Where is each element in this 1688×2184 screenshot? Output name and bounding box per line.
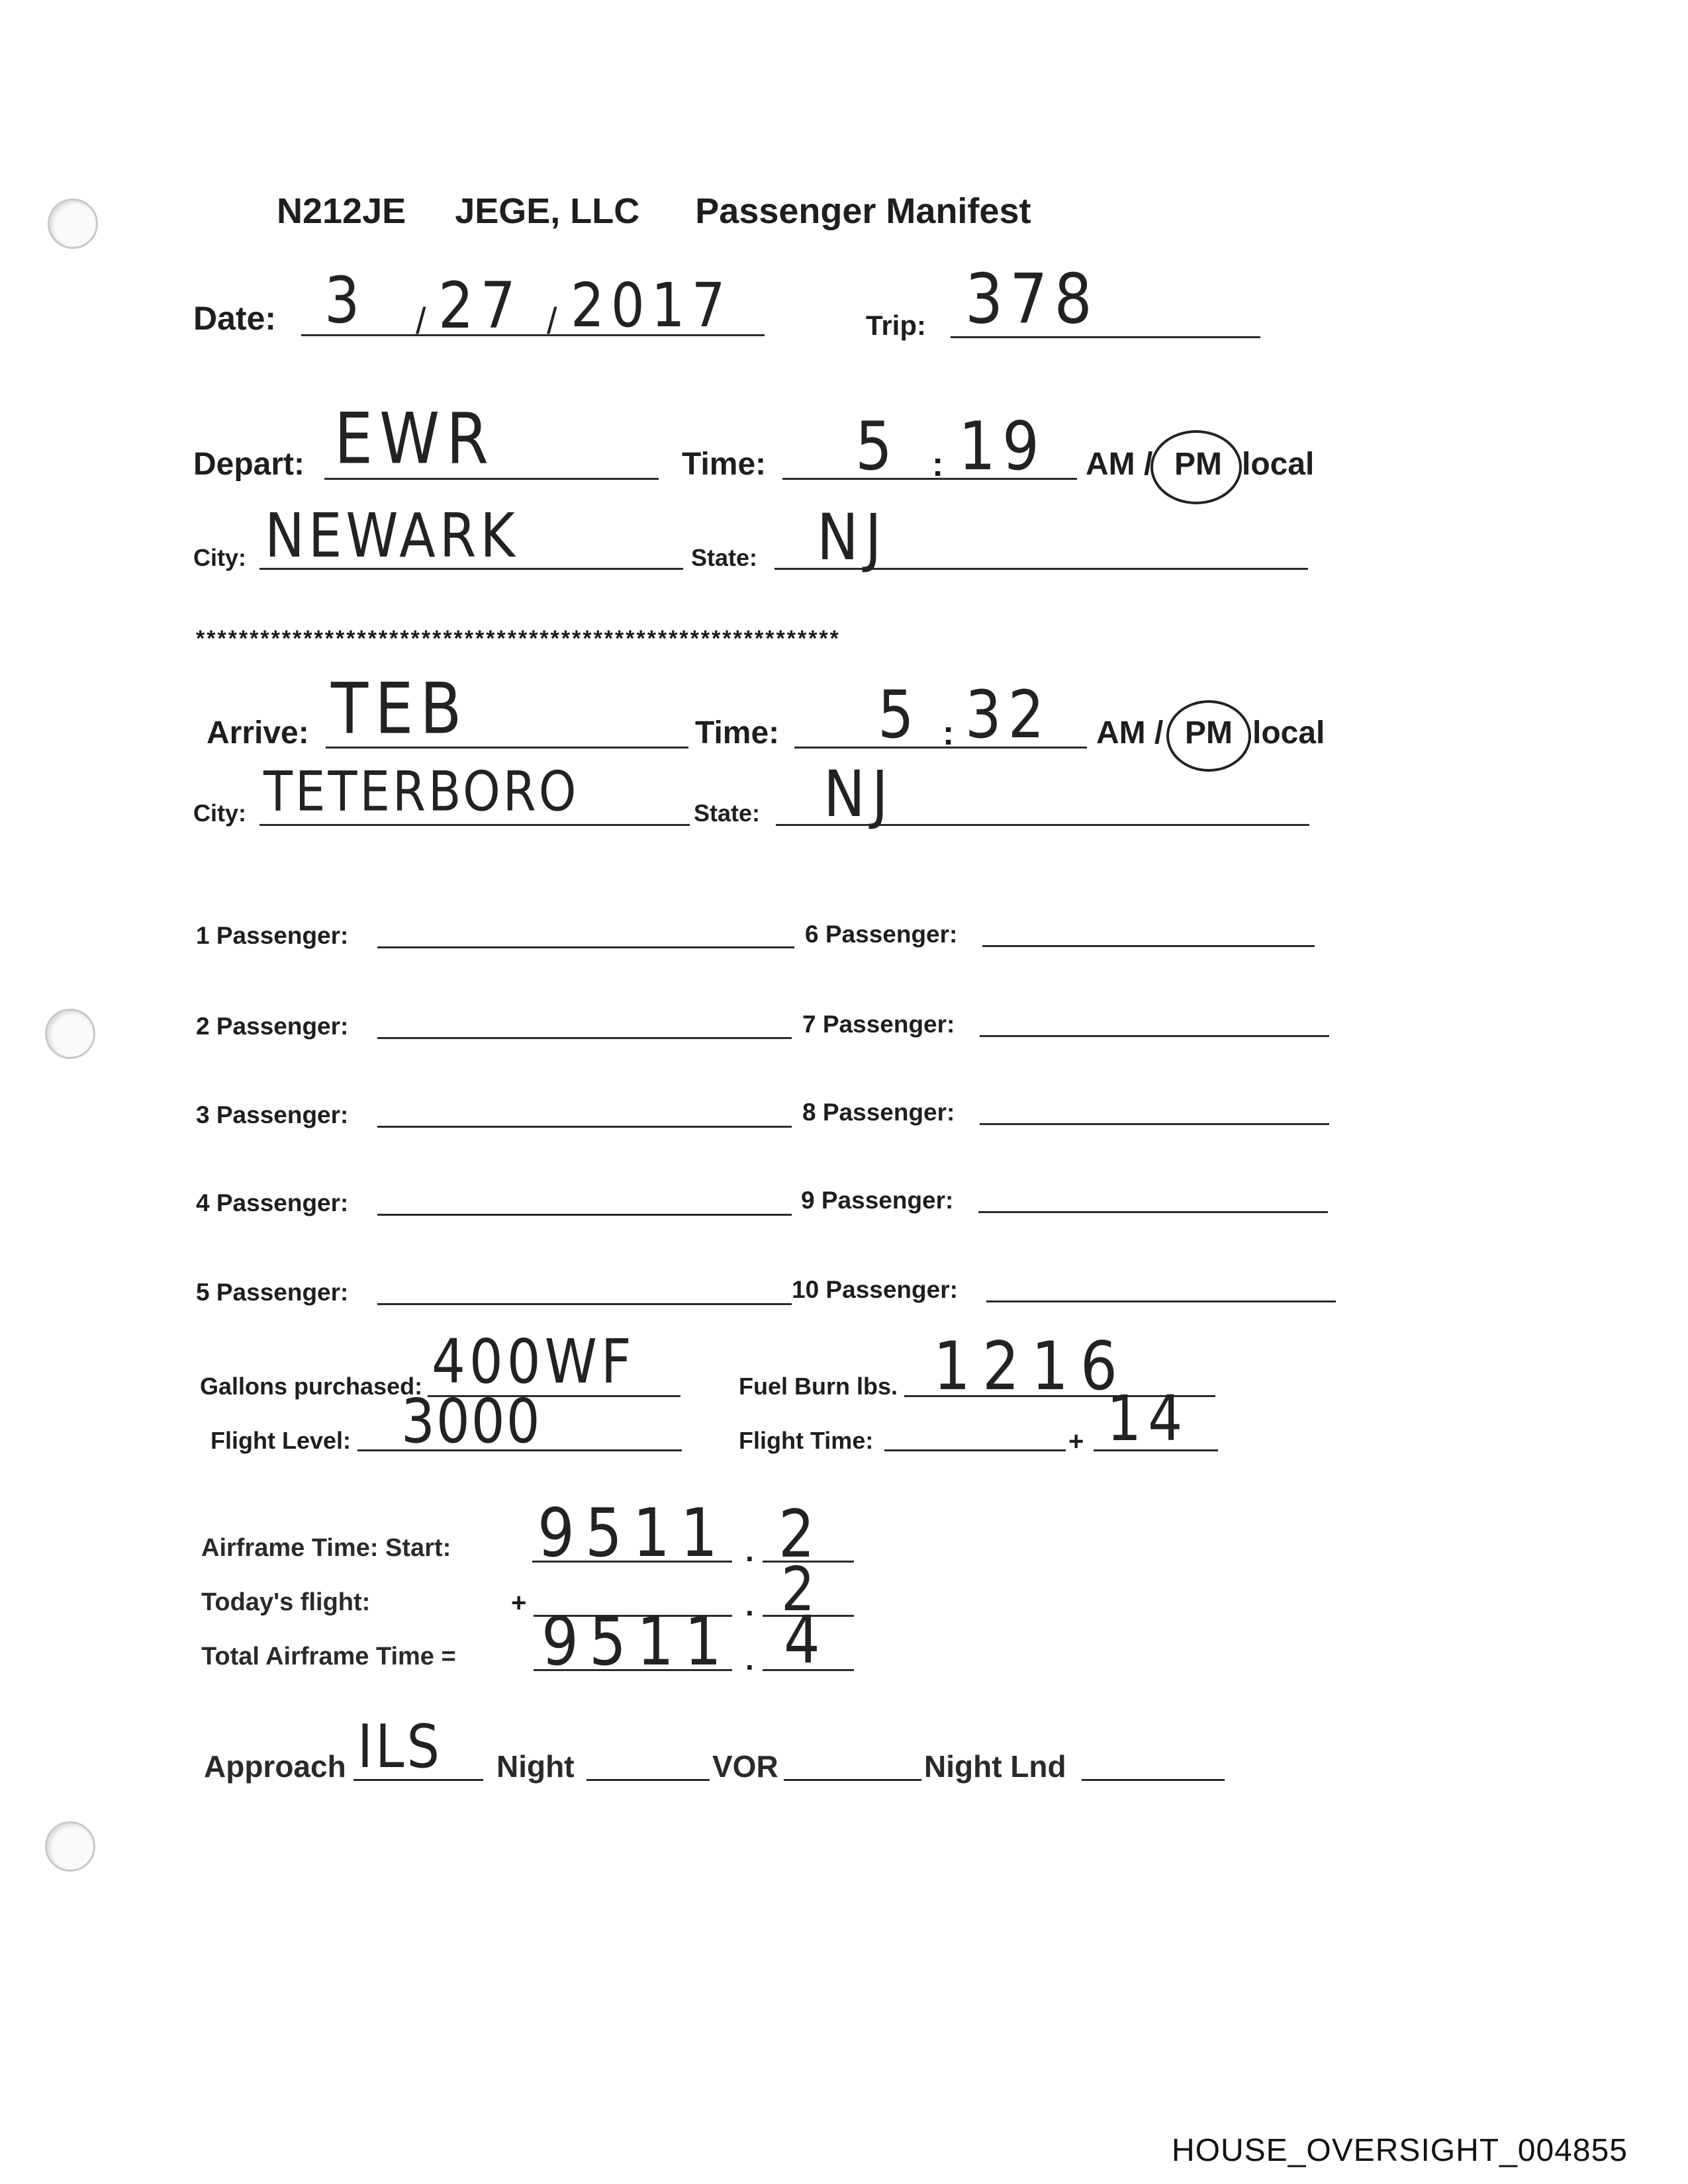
arrive-time-label: Time: (695, 715, 780, 751)
airframe-start-tenth-value: 2 (778, 1496, 821, 1572)
binder-hole-middle (45, 1009, 95, 1059)
airframe-start-whole-value: 9511 (538, 1493, 728, 1572)
arrive-value: TEB (331, 668, 469, 750)
flight-level-value: 3000 (401, 1386, 541, 1457)
passenger-line[interactable] (978, 1211, 1328, 1213)
arrive-pm-label: PM (1185, 715, 1233, 751)
depart-local-label: local (1242, 447, 1315, 482)
night-lnd-label: Night Lnd (924, 1749, 1066, 1784)
date-year-value: 2017 (571, 270, 732, 341)
depart-minute-value: 19 (959, 406, 1046, 485)
approach-value: ILS (357, 1713, 442, 1782)
tail-number: N212JE (277, 191, 406, 231)
depart-pm-label: PM (1174, 447, 1222, 482)
date-label: Date: (193, 300, 277, 337)
arrive-local-label: local (1252, 715, 1325, 751)
date-slash-1: / (416, 300, 426, 341)
todays-flight-label: Today's flight: (201, 1588, 371, 1616)
todays-flight-plus: + (511, 1588, 527, 1617)
depart-city-value: NEWARK (265, 500, 519, 571)
date-slash-2: / (547, 300, 557, 341)
passenger-label: 10 Passenger: (792, 1276, 958, 1303)
depart-hour-value: 5 (855, 406, 899, 485)
passenger-label: 3 Passenger: (196, 1101, 349, 1128)
passenger-line[interactable] (377, 1303, 792, 1305)
passenger-label: 8 Passenger: (802, 1099, 955, 1126)
depart-time-label: Time: (682, 447, 767, 482)
depart-city-label: City: (193, 544, 246, 571)
passenger-line[interactable] (377, 946, 794, 948)
gallons-value: 400WF (432, 1326, 635, 1397)
company-name: JEGE, LLC (455, 191, 640, 231)
form-header (277, 191, 1031, 232)
arrive-label: Arrive: (207, 715, 309, 751)
binder-hole-bottom (45, 1821, 95, 1872)
passenger-line[interactable] (377, 1126, 792, 1128)
passenger-label: 7 Passenger: (802, 1011, 955, 1038)
flight-level-label: Flight Level: (211, 1427, 352, 1454)
todays-flight-tenth-value: 2 (781, 1554, 821, 1625)
document-id-footer: HOUSE_OVERSIGHT_004855 (1172, 2133, 1628, 2168)
passenger-label: 1 Passenger: (196, 922, 349, 949)
depart-state-value: NJ (817, 500, 888, 574)
arrive-minute-value: 32 (965, 677, 1051, 753)
binder-hole-top (48, 199, 98, 249)
passenger-label: 2 Passenger: (196, 1013, 349, 1040)
section-separator: ************************************************************ (196, 626, 841, 651)
total-airframe-label: Total Airframe Time = (201, 1643, 456, 1670)
passenger-label: 4 Passenger: (196, 1189, 349, 1216)
arrive-city-label: City: (193, 799, 246, 827)
flight-time-label: Flight Time: (739, 1427, 874, 1454)
flight-time-plus: + (1068, 1427, 1084, 1456)
flight-time-plus-value: 14 (1107, 1383, 1190, 1455)
arrive-am-label: AM / (1096, 715, 1164, 751)
arrive-city-value: TETERBORO (263, 759, 579, 823)
passenger-line[interactable] (377, 1214, 792, 1216)
form-title: Passenger Manifest (695, 191, 1031, 231)
passenger-label: 5 Passenger: (196, 1279, 349, 1306)
gallons-label: Gallons purchased: (200, 1373, 423, 1400)
depart-am-label: AM / (1086, 447, 1153, 482)
fuel-burn-label: Fuel Burn lbs. (739, 1373, 898, 1400)
passenger-line[interactable] (980, 1123, 1329, 1125)
flight-time-line[interactable] (884, 1449, 1066, 1451)
passenger-label: 6 Passenger: (805, 921, 958, 948)
depart-time-colon: : (932, 445, 944, 484)
arrive-hour-value: 5 (878, 677, 921, 753)
trip-label: Trip: (866, 310, 926, 341)
night-label: Night (496, 1749, 575, 1784)
total-airframe-whole-value: 9511 (541, 1602, 732, 1680)
arrive-time-colon: : (943, 714, 955, 752)
airframe-start-label: Airframe Time: Start: (201, 1534, 451, 1562)
passenger-line[interactable] (982, 945, 1315, 947)
todays-flight-dot: . (745, 1588, 754, 1622)
approach-label: Approach (204, 1749, 346, 1784)
total-airframe-tenth-value: 4 (784, 1602, 827, 1678)
date-day-value: 27 (438, 268, 522, 343)
passenger-label: 9 Passenger: (801, 1187, 954, 1214)
night-line[interactable] (586, 1779, 710, 1781)
depart-state-label: State: (691, 544, 758, 571)
depart-value: EWR (334, 398, 496, 480)
total-airframe-dot: . (745, 1642, 754, 1676)
arrive-state-value: NJ (823, 756, 895, 831)
passenger-line[interactable] (377, 1037, 792, 1039)
passenger-line[interactable] (980, 1035, 1329, 1037)
date-month-value: 3 (324, 263, 367, 338)
fuel-burn-value: 1216 (933, 1326, 1129, 1405)
depart-label: Depart: (193, 447, 305, 482)
vor-label: VOR (712, 1749, 778, 1784)
airframe-start-dot: . (745, 1533, 754, 1568)
night-lnd-line[interactable] (1082, 1779, 1225, 1781)
passenger-line[interactable] (986, 1300, 1336, 1302)
vor-line[interactable] (784, 1779, 921, 1781)
arrive-city-line[interactable] (259, 824, 690, 826)
trip-value: 378 (965, 259, 1099, 340)
arrive-state-label: State: (694, 799, 761, 827)
